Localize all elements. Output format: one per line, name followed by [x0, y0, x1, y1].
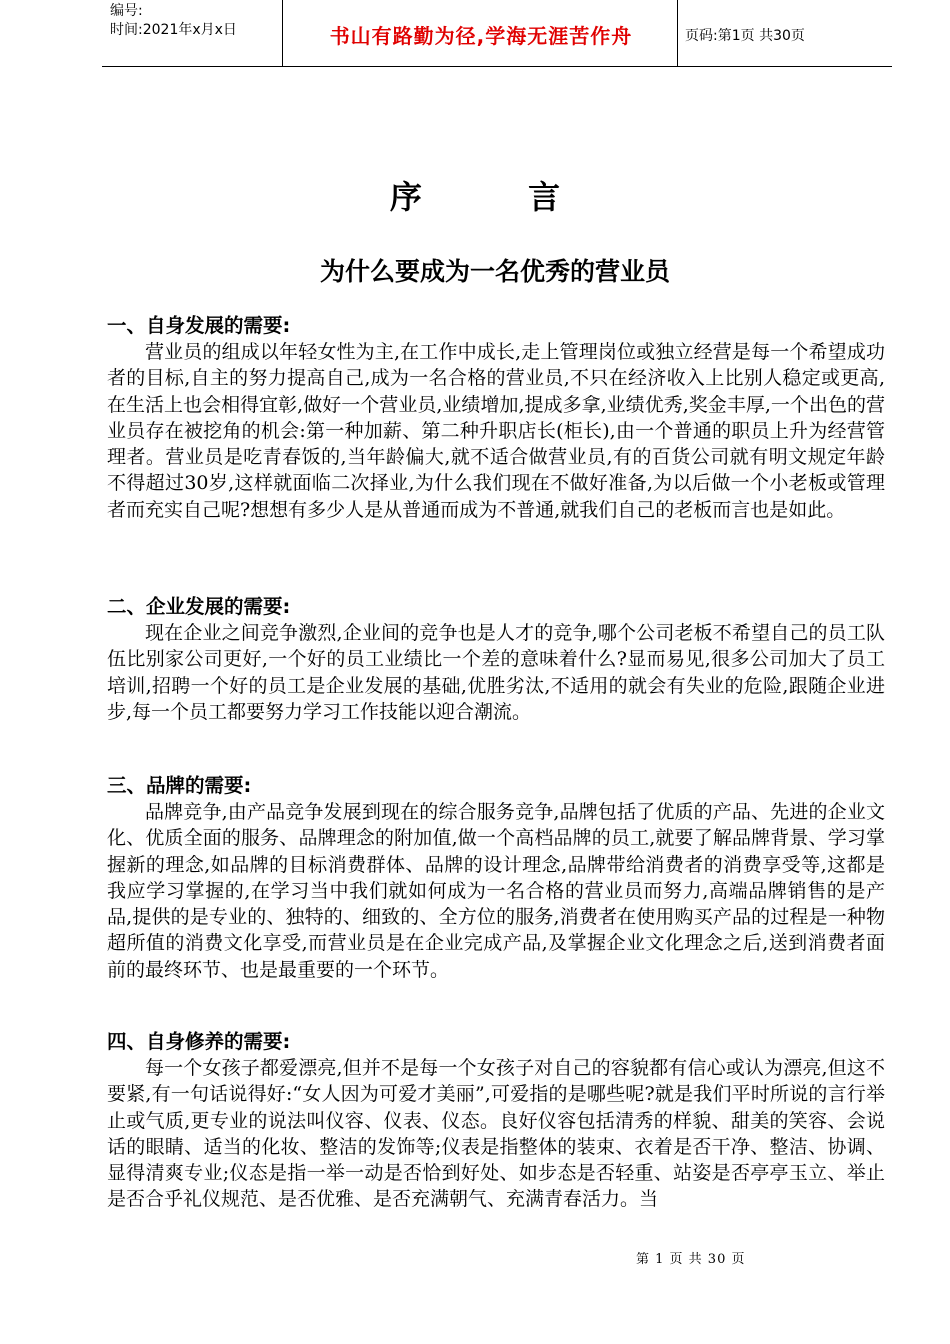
header-meta [110, 2, 280, 40]
section-body: 营业员的组成以年轻女性为主,在工作中成长,走上管理岗位或独立经营是每一个希望成功者的目标,自主的努力提高自己,成为一名合格的营业员,不只在经济收入上比别人稳定或更高,在生活上也会相得宜彰,做好一个营业员,业绩增加,提成多拿,业绩优秀,奖金丰厚,一个出色的营业员存在被挖角的机会:第一种加薪、第二种升职店长(柜长),由一个普通的职员上升为经营管理者。营业员是吃青春饭的,当年龄偏大,就不适合做营业员,有的百货公司就有明文规定年龄不得超过30岁,这样就面临二次择业,为什么我们现在不做好准备,为以后做一个小老板或管理者而充实自己呢?想想有多少人是从普通而成为不普通,就我们自己的老板而言也是如此。 [107, 341, 885, 521]
page-footer: 第 1 页 共 30 页 [636, 1252, 746, 1267]
header-divider [282, 0, 283, 66]
header-page-info: 页码:第1页 共30页 [685, 28, 805, 44]
page-header [102, 0, 892, 67]
section-heading: 四、自身修养的需要: [107, 1030, 291, 1053]
section-self-development [107, 313, 885, 523]
page-subtitle: 为什么要成为一名优秀的营业员 [319, 257, 670, 286]
section-body: 现在企业之间竞争激烈,企业间的竞争也是人才的竞争,哪个公司老板不希望自己的员工队伍比别家公司更好,一个好的员工业绩比一个差的意味着什么?显而易见,很多公司加大了员工培训,招聘一个好的员工是企业发展的基础,优胜劣汰,不适用的就会有失业的危险,跟随企业进步,每一个员工都要努力学习工作技能以迎合潮流。 [107, 622, 885, 723]
section-heading: 二、企业发展的需要: [107, 595, 291, 618]
page-title: 序 言 [389, 178, 561, 216]
section-body: 每一个女孩子都爱漂亮,但并不是每一个女孩子对自己的容貌都有信心或认为漂亮,但这不要紧,有一句话说得好:“女人因为可爱才美丽”,可爱指的是哪些呢?就是我们平时所说的言行举止或气质,更专业的说法叫仪容、仪表、仪态。良好仪容包括清秀的样貌、甜美的笑容、会说话的眼睛、适当的化妆、整洁的发饰等;仪表是指整体的装束、衣着是否干净、整洁、协调、显得清爽专业;仪态是指一举一动是否恰到好处、如步态是否轻重、站姿是否亭亭玉立、举止是否合乎礼仪规范、是否优雅、是否充满朝气、充满青春活力。当 [107, 1057, 885, 1211]
section-self-cultivation [107, 1029, 885, 1213]
section-heading: 三、品牌的需要: [107, 774, 252, 797]
number-label: 编号: [110, 3, 143, 19]
section-heading: 一、自身发展的需要: [107, 314, 291, 337]
section-brand [107, 773, 885, 983]
header-motto: 书山有路勤为径,学海无涯苦作舟 [329, 24, 633, 48]
section-body: 品牌竞争,由产品竞争发展到现在的综合服务竞争,品牌包括了优质的产品、先进的企业文化、优质全面的服务、品牌理念的附加值,做一个高档品牌的员工,就要了解品牌背景、学习掌握新的理念,如品牌的目标消费群体、品牌的设计理念,品牌带给消费者的消费享受等,这都是我应学习掌握的,在学习当中我们就如何成为一名合格的营业员而努力,高端品牌销售的是产品,提供的是专业的、独特的、细致的、全方位的服务,消费者在使用购买产品的过程是一种物超所值的消费文化享受,而营业员是在企业完成产品,及掌握企业文化理念之后,送到消费者面前的最终环节、也是最重要的一个环节。 [107, 801, 885, 981]
section-enterprise-development [107, 594, 885, 725]
time-label: 时间:2021年x月x日 [110, 22, 237, 38]
header-divider [677, 0, 678, 66]
